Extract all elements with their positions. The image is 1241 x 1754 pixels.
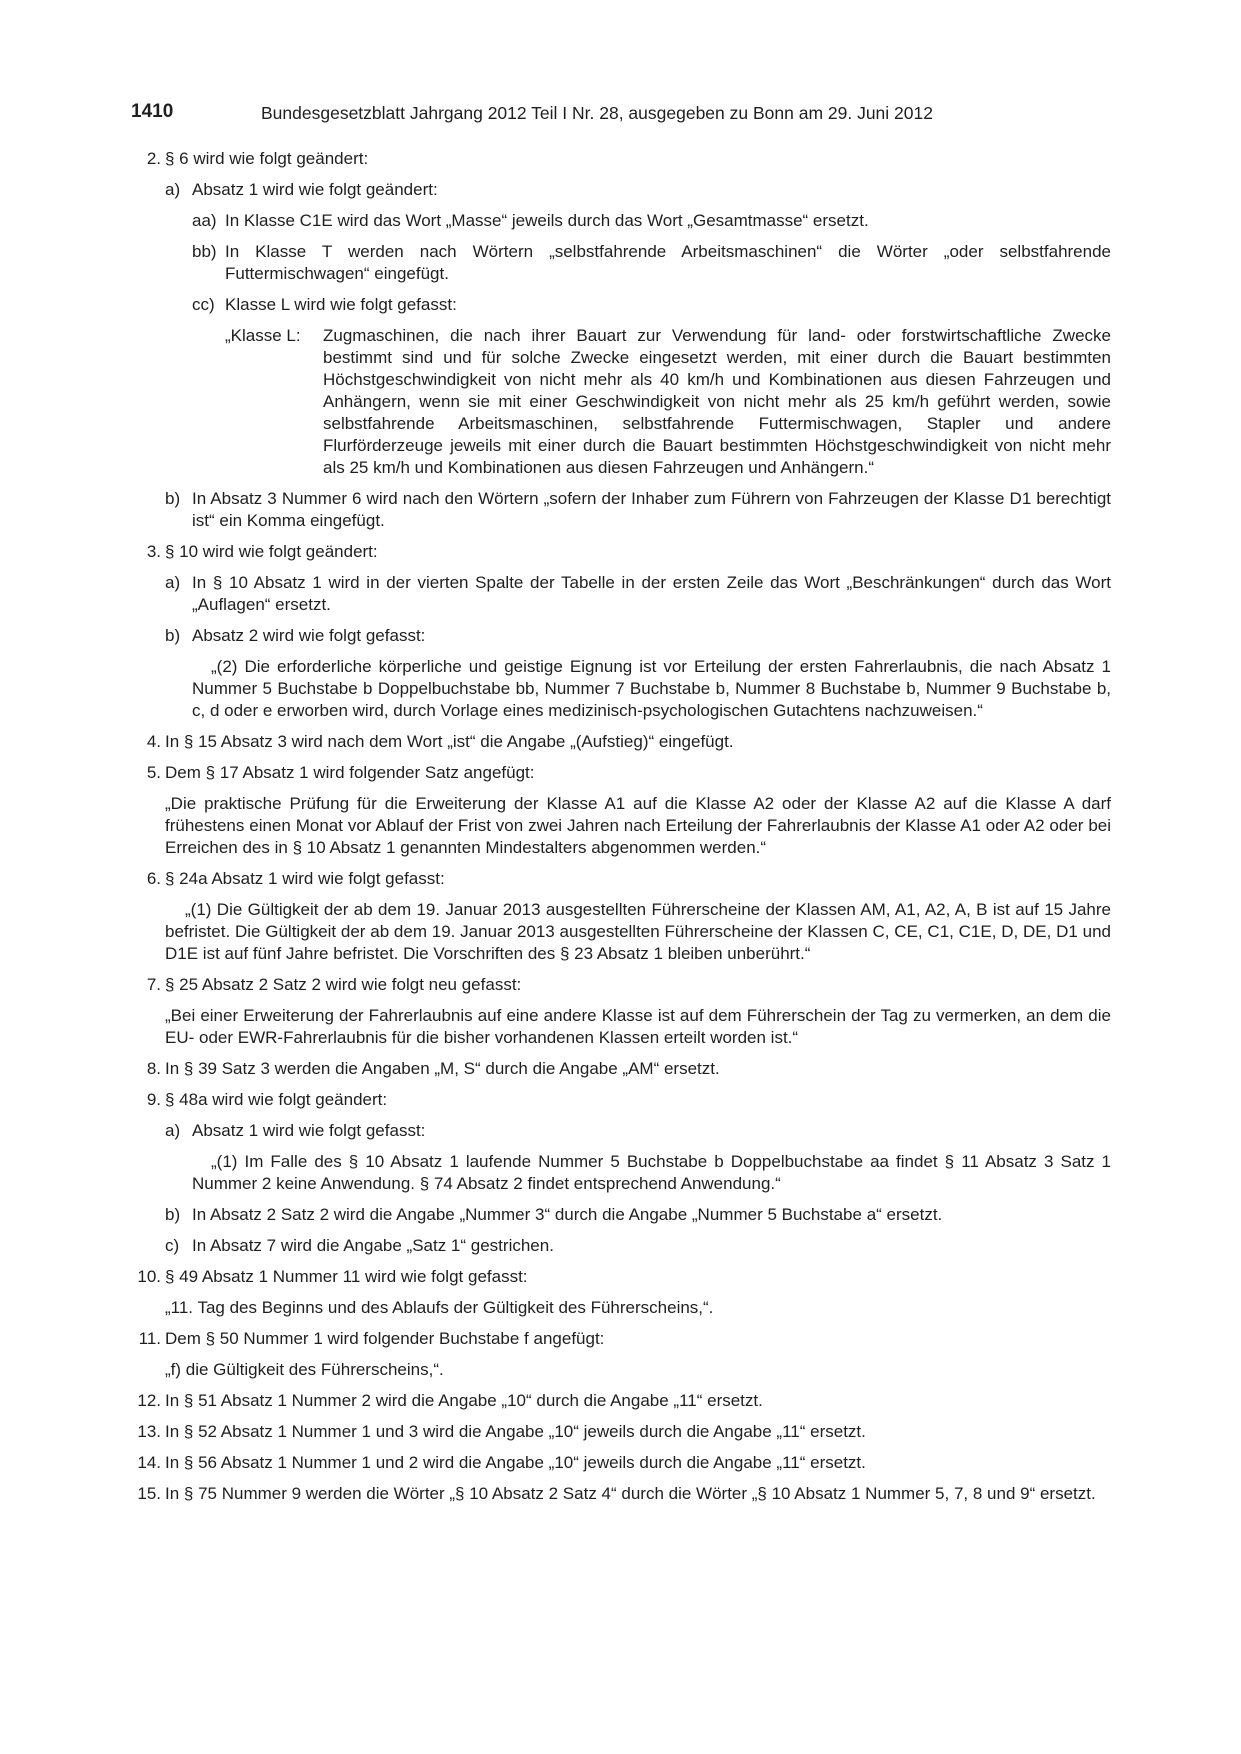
item-2a [131, 179, 1111, 201]
item-10 [131, 1266, 1111, 1288]
item-5 [131, 762, 1111, 784]
item-label: a) [165, 180, 181, 199]
item-label: 7. [146, 975, 161, 994]
item-text: In § 52 Absatz 1 Nummer 1 und 3 wird die Angabe „10“ jeweils durch die Angabe „11“ ersetzt. [165, 1422, 866, 1441]
item-label: 14. [137, 1453, 161, 1472]
item-text: § 48a wird wie folgt geändert: [165, 1090, 388, 1109]
item-6 [131, 868, 1111, 890]
quote-10: „11. Tag des Beginns und des Ablaufs der Gültigkeit des Führerscheins,“. [165, 1298, 714, 1317]
item-label: 15. [137, 1484, 161, 1503]
item-label: 13. [137, 1422, 161, 1441]
item-text: In § 56 Absatz 1 Nummer 1 und 2 wird die Angabe „10“ jeweils durch die Angabe „11“ ersetzt. [165, 1453, 866, 1472]
item-label: 5. [146, 763, 161, 782]
item-3b [131, 625, 1111, 647]
item-13 [131, 1421, 1111, 1443]
item-label: b) [165, 626, 181, 645]
item-15 [131, 1483, 1111, 1505]
quote-6: „(1) Die Gültigkeit der ab dem 19. Januar 2013 ausgestellten Führerscheine der Klassen AM, A1, A2, A, B ist auf 15 Jahre befristet. Die Gültigkeit der ab dem 19. Januar 2013 ausgestellten Führerscheine der Klassen C, CE, C1, C1E, D, DE, D1 und D1E ist auf fünf Jahre befristet. Die Vorschriften des § 23 Absatz 1 bleiben unberührt.“ [165, 900, 1111, 963]
item-label: 12. [137, 1391, 161, 1410]
quote-5: „Die praktische Prüfung für die Erweiterung der Klasse A1 auf die Klasse A2 oder der Klasse A2 auf die Klasse A darf frühestens einen Monat vor Ablauf der Frist von zwei Jahren nach Erteilung der Fahrerlaubnis der Klasse A1 oder A2 oder bei Erreichen des in § 10 Absatz 1 genannten Mindestalters abgenommen werden.“ [165, 794, 1111, 857]
item-text: § 10 wird wie folgt geändert: [165, 542, 378, 561]
quote-11: „f) die Gültigkeit des Führerscheins,“. [165, 1360, 444, 1379]
item-text: Dem § 17 Absatz 1 wird folgender Satz angefügt: [165, 763, 535, 782]
item-label: a) [165, 573, 181, 592]
item-label: 3. [146, 542, 161, 561]
item-label: 6. [146, 869, 161, 888]
item-7 [131, 974, 1111, 996]
item-text: In § 39 Satz 3 werden die Angaben „M, S“ durch die Angabe „AM“ ersetzt. [165, 1059, 720, 1078]
item-text: In Klasse T werden nach Wörtern „selbstfahrende Arbeitsmaschinen“ die Wörter „oder selbstfahrende Futtermischwagen“ eingefügt. [225, 242, 1111, 283]
item-text: Absatz 1 wird wie folgt geändert: [192, 180, 438, 199]
item-11 [131, 1328, 1111, 1350]
item-text: Dem § 50 Nummer 1 wird folgender Buchstabe f angefügt: [165, 1329, 605, 1348]
item-9c [131, 1235, 1111, 1257]
item-4 [131, 731, 1111, 753]
item-12 [131, 1390, 1111, 1412]
item-2a-aa [131, 210, 1111, 232]
item-label: b) [165, 489, 181, 508]
item-label: 11. [138, 1329, 161, 1348]
item-2a-bb [131, 241, 1111, 285]
item-text: In § 75 Nummer 9 werden die Wörter „§ 10 Absatz 2 Satz 4“ durch die Wörter „§ 10 Absatz 1 Nummer 5, 7, 8 und 9“ ersetzt. [165, 1484, 1096, 1503]
item-text: In Absatz 3 Nummer 6 wird nach den Wörtern „sofern der Inhaber zum Führern von Fahrzeugen der Klasse D1 berechtigt ist“ ein Komma eingefügt. [192, 489, 1111, 530]
item-8 [131, 1058, 1111, 1080]
item-text: Absatz 1 wird wie folgt gefasst: [192, 1121, 426, 1140]
item-label: 8. [146, 1059, 161, 1078]
item-label: 4. [146, 732, 161, 751]
item-text: In § 10 Absatz 1 wird in der vierten Spalte der Tabelle in der ersten Zeile das Wort „Beschränkungen“ durch das Wort „Auflagen“ ersetzt. [192, 573, 1111, 614]
item-3 [131, 541, 1111, 563]
klasse-l-text: Zugmaschinen, die nach ihrer Bauart zur Verwendung für land- oder forstwirtschaftliche Zwecke bestimmt sind und für solche Zwecke eingesetzt werden, mit einer durch die Bauart bestimmten Höchstgeschwindigkeit von nicht mehr als 40 km/h und Kombinationen aus diesen Fahrzeugen und Anhängern, wenn sie mit einer Geschwindigkeit von nicht mehr als 25 km/h geführt werden, sowie selbstfahrende Arbeitsmaschinen, selbstfahrende Futtermischwagen, Stapler und andere Flurförderzeuge jeweils mit einer durch die Bauart bestimmten Höchstgeschwindigkeit von nicht mehr als 25 km/h und Kombinationen aus diesen Fahrzeugen und Anhängern.“ [323, 326, 1111, 477]
item-text: § 24a Absatz 1 wird wie folgt gefasst: [165, 869, 445, 888]
item-text: In Klasse C1E wird das Wort „Masse“ jeweils durch das Wort „Gesamtmasse“ ersetzt. [225, 211, 869, 230]
item-2a-cc [131, 294, 1111, 316]
item-label: 2. [146, 149, 161, 168]
item-text: § 6 wird wie folgt geändert: [165, 149, 369, 168]
item-label: bb) [192, 242, 217, 261]
document-body [131, 148, 1111, 1514]
quote-9a: „(1) Im Falle des § 10 Absatz 1 laufende Nummer 5 Buchstabe b Doppelbuchstabe aa findet § 11 Absatz 3 Satz 1 Nummer 2 keine Anwendung. § 74 Absatz 2 findet entsprechend Anwendung.“ [192, 1152, 1111, 1193]
klasse-l-definition [131, 325, 1111, 479]
page-header [131, 101, 1111, 125]
item-text: In § 51 Absatz 1 Nummer 2 wird die Angabe „10“ durch die Angabe „11“ ersetzt. [165, 1391, 763, 1410]
item-label: a) [165, 1121, 181, 1140]
item-text: Klasse L wird wie folgt gefasst: [225, 295, 457, 314]
item-text: In § 15 Absatz 3 wird nach dem Wort „ist“ die Angabe „(Aufstieg)“ eingefügt. [165, 732, 734, 751]
item-label: aa) [192, 211, 217, 230]
item-9a [131, 1120, 1111, 1142]
klasse-l-label: „Klasse L: [225, 326, 301, 345]
item-text: In Absatz 2 Satz 2 wird die Angabe „Nummer 3“ durch die Angabe „Nummer 5 Buchstabe a“ ersetzt. [192, 1205, 943, 1224]
item-3a [131, 572, 1111, 616]
gazette-title: Bundesgesetzblatt Jahrgang 2012 Teil I Nr. 28, ausgegeben zu Bonn am 29. Juni 2012 [261, 103, 933, 123]
item-text: § 25 Absatz 2 Satz 2 wird wie folgt neu gefasst: [165, 975, 522, 994]
item-2b [131, 488, 1111, 532]
item-label: 9. [146, 1090, 161, 1109]
item-label: 10. [137, 1267, 161, 1286]
quote-7: „Bei einer Erweiterung der Fahrerlaubnis auf eine andere Klasse ist auf dem Führerschein der Tag zu vermerken, an dem die EU- oder EWR-Fahrerlaubnis für die bisher vorhandenen Klassen erteilt worden ist.“ [165, 1006, 1111, 1047]
item-text: In Absatz 7 wird die Angabe „Satz 1“ gestrichen. [192, 1236, 554, 1255]
item-9b [131, 1204, 1111, 1226]
item-text: Absatz 2 wird wie folgt gefasst: [192, 626, 426, 645]
item-label: cc) [192, 295, 215, 314]
item-text: § 49 Absatz 1 Nummer 11 wird wie folgt gefasst: [165, 1267, 528, 1286]
page-number: 1410 [131, 101, 174, 122]
item-14 [131, 1452, 1111, 1474]
item-label: c) [165, 1236, 180, 1255]
item-9 [131, 1089, 1111, 1111]
item-2 [131, 148, 1111, 170]
quote-3b: „(2) Die erforderliche körperliche und geistige Eignung ist vor Erteilung der ersten Fahrerlaubnis, die nach Absatz 1 Nummer 5 Buchstabe b Doppelbuchstabe bb, Nummer 7 Buchstabe b, Nummer 8 Buchstabe b, Nummer 9 Buchstabe b, c, d oder e erworben wird, durch Vorlage eines medizinisch-psychologischen Gutachtens nachzuweisen.“ [192, 657, 1111, 720]
item-label: b) [165, 1205, 181, 1224]
